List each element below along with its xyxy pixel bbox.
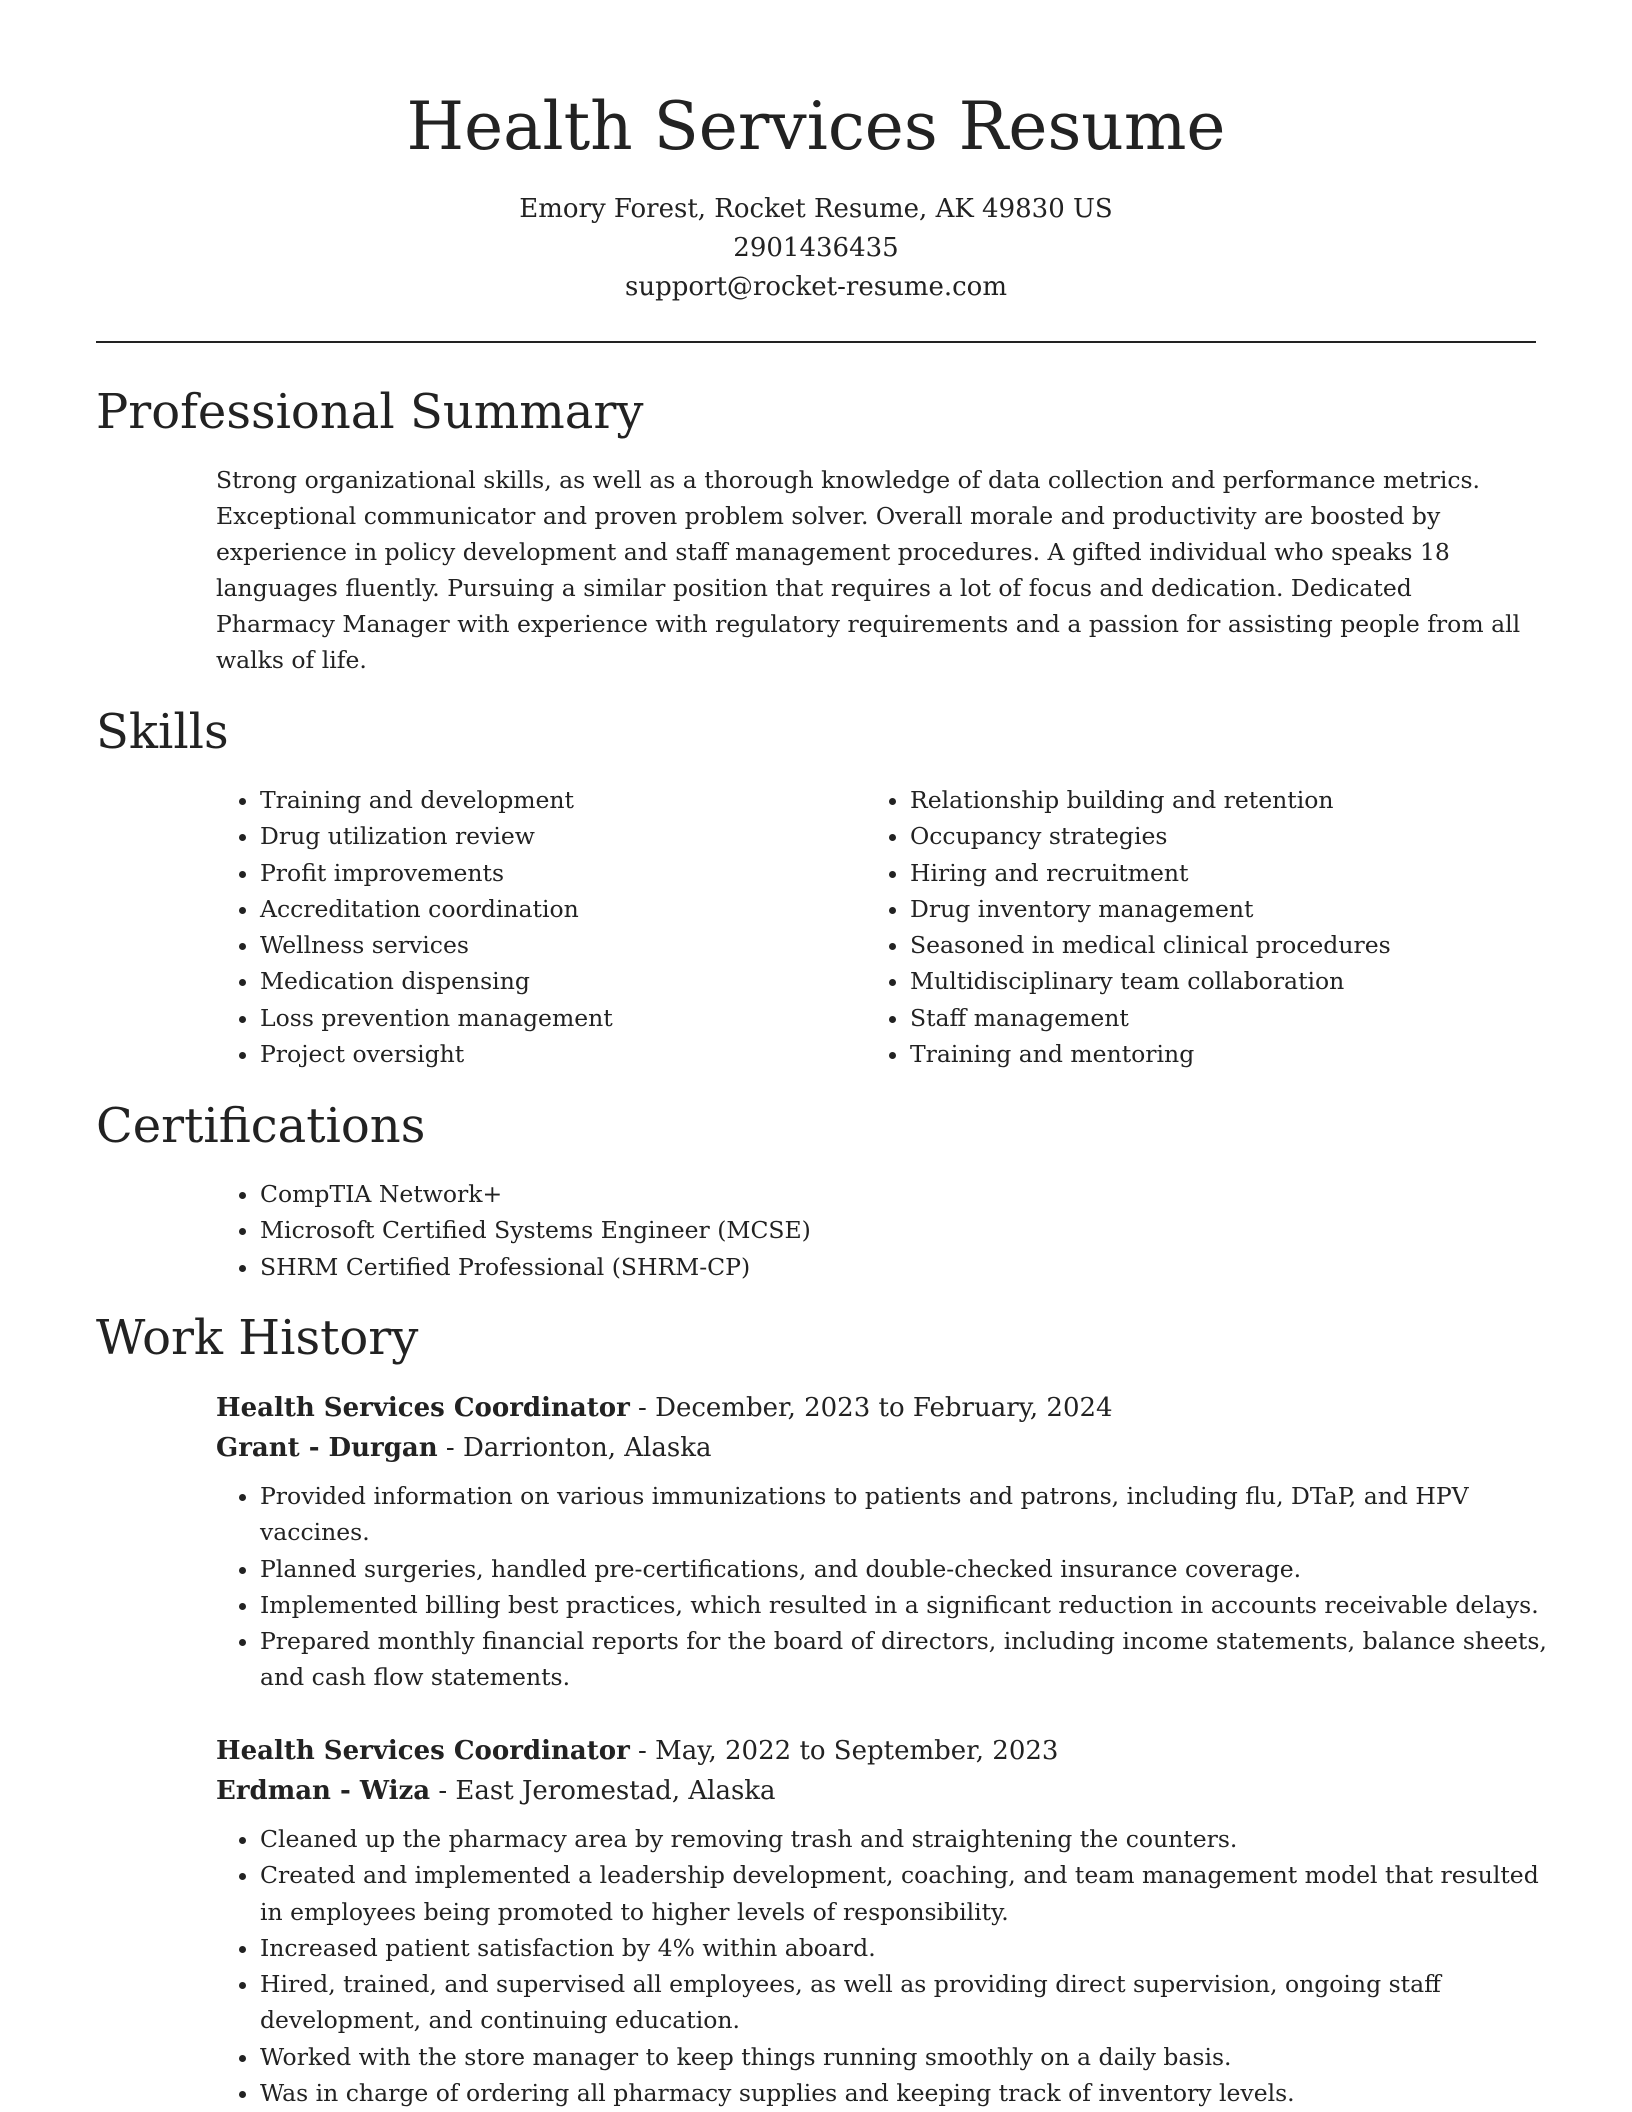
job-bullet: • Created and implemented a leadership development, coaching, and team management model that resulted in employees being promoted to higher levels of responsibility. [260, 1857, 1551, 1930]
separator: - [437, 1433, 463, 1463]
contact-block [96, 190, 1536, 307]
summary-text: Strong organizational skills, as well as a thorough knowledge of data collection and performance metrics. Exceptional communicator and proven problem solver. Overall morale and productivity are boosted by experience in policy development and staff management procedures. A gifted individual who speaks 18 languages fluently. Pursuing a similar position that requires a lot of focus and dedication. Dedicated Pharmacy Manager with experience with regulatory requirements and a passion for assisting people from all walks of life. [216, 466, 1521, 674]
job-entry [216, 1731, 1551, 2111]
skill-item: • Drug inventory management [910, 891, 1486, 927]
work-history-heading: Work History [96, 1310, 419, 1366]
job-bullet: • Increased patient satisfaction by 4% within aboard. [260, 1930, 1551, 1966]
job-bullet: • Prepared monthly financial reports for the board of directors, including income statements, balance sheets, and cash flow statements. [260, 1623, 1551, 1696]
job-title-line [216, 1731, 1551, 1771]
separator: - [629, 1736, 656, 1766]
skill-item: • Multidisciplinary team collaboration [910, 963, 1486, 999]
certification-item: • SHRM Certified Professional (SHRM-CP) [260, 1249, 1536, 1285]
certification-item: • CompTIA Network+ [260, 1176, 1536, 1212]
contact-phone: 2901436435 [733, 233, 899, 263]
job-title: Health Services Coordinator [216, 1736, 630, 1766]
job-bullet: • Was in charge of ordering all pharmacy supplies and keeping track of inventory levels. [260, 2075, 1551, 2111]
skill-item: • Loss prevention management [260, 1000, 836, 1036]
job-location: East Jeromestad, Alaska [455, 1776, 776, 1806]
skills-heading: Skills [96, 704, 229, 760]
job-bullet: • Worked with the store manager to keep things running smoothly on a daily basis. [260, 2039, 1551, 2075]
header-divider [96, 341, 1536, 343]
skill-item: • Accreditation coordination [260, 891, 836, 927]
job-dates: May, 2022 to September, 2023 [655, 1736, 1059, 1766]
skill-item: • Seasoned in medical clinical procedures [910, 927, 1486, 963]
job-location: Darrionton, Alaska [462, 1433, 712, 1463]
job-entry [216, 1388, 1551, 1696]
job-title-line [216, 1388, 1551, 1428]
skill-item: • Training and mentoring [910, 1036, 1486, 1072]
skill-item: • Drug utilization review [260, 818, 836, 854]
job-bullet: • Provided information on various immunizations to patients and patrons, including flu, DTaP, and HPV vaccines. [260, 1478, 1551, 1551]
skill-item: • Wellness services [260, 927, 836, 963]
certifications-heading: Certifications [96, 1098, 426, 1154]
job-bullet: • Implemented billing best practices, which resulted in a significant reduction in accounts receivable delays. [260, 1587, 1551, 1623]
certification-item: • Microsoft Certified Systems Engineer (MCSE) [260, 1212, 1536, 1248]
certifications-list [216, 1176, 1536, 1285]
resume-header [96, 82, 1536, 307]
skill-item: • Hiring and recruitment [910, 855, 1486, 891]
job-company: Erdman - Wiza [216, 1776, 431, 1806]
summary-heading: Professional Summary [96, 384, 644, 440]
job-dates: December, 2023 to February, 2024 [655, 1393, 1113, 1423]
contact-address: Emory Forest, Rocket Resume, AK 49830 US [519, 194, 1113, 224]
skill-item: • Occupancy strategies [910, 818, 1486, 854]
job-company-line [216, 1771, 1551, 1811]
skill-item: • Medication dispensing [260, 963, 836, 999]
skill-item: • Project oversight [260, 1036, 836, 1072]
job-bullet: • Cleaned up the pharmacy area by removing trash and straightening the counters. [260, 1821, 1551, 1857]
job-company-line [216, 1428, 1551, 1468]
job-company: Grant - Durgan [216, 1433, 438, 1463]
skills-column-left [216, 782, 836, 1072]
separator: - [430, 1776, 456, 1806]
contact-email: support@rocket-resume.com [624, 272, 1007, 302]
skill-item: • Training and development [260, 782, 836, 818]
separator: - [629, 1393, 656, 1423]
skills-column-right [866, 782, 1486, 1072]
skill-item: • Profit improvements [260, 855, 836, 891]
skill-item: • Relationship building and retention [910, 782, 1486, 818]
skill-item: • Staff management [910, 1000, 1486, 1036]
job-bullet: • Hired, trained, and supervised all employees, as well as providing direct supervision, ongoing staff development, and continuing education. [260, 1966, 1551, 2039]
job-title: Health Services Coordinator [216, 1393, 630, 1423]
resume-title: Health Services Resume [406, 88, 1226, 165]
job-bullet: • Planned surgeries, handled pre-certifications, and double-checked insurance coverage. [260, 1551, 1551, 1587]
